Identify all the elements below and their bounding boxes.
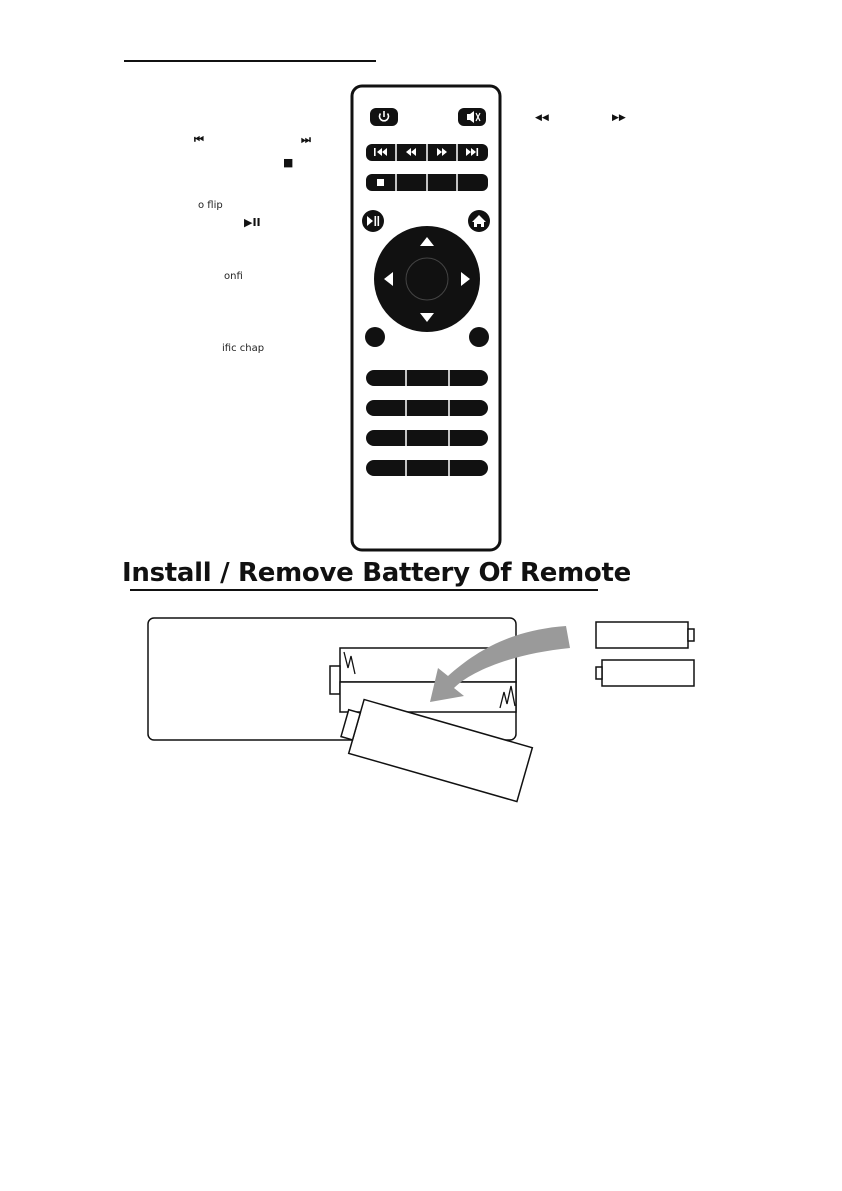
remote-left-round-button — [365, 327, 385, 347]
next-track-glyph: ⏭ — [301, 133, 311, 146]
section-title: Install / Remove Battery Of Remote — [122, 558, 631, 588]
section-title-underline — [130, 589, 598, 591]
remote-right-round-button — [469, 327, 489, 347]
remote-control-illustration — [340, 82, 510, 554]
fast-forward-glyph: ▶▶ — [612, 113, 626, 123]
spare-battery-1 — [596, 622, 688, 648]
play-pause-glyph: ▶II — [244, 216, 261, 229]
annotation-fragment-chap: ific chap — [222, 343, 265, 354]
top-rule — [124, 60, 376, 62]
remote-dpad-ok — [406, 258, 448, 300]
annotation-fragment-flip: o flip — [198, 200, 223, 211]
battery-install-illustration — [140, 610, 710, 820]
prev-track-glyph: ⏮ — [194, 133, 204, 146]
spare-battery-2 — [602, 660, 694, 686]
stop-glyph: ■ — [283, 156, 294, 169]
annotation-fragment-confi: onfi — [224, 271, 243, 282]
rewind-glyph: ◀◀ — [535, 113, 549, 123]
